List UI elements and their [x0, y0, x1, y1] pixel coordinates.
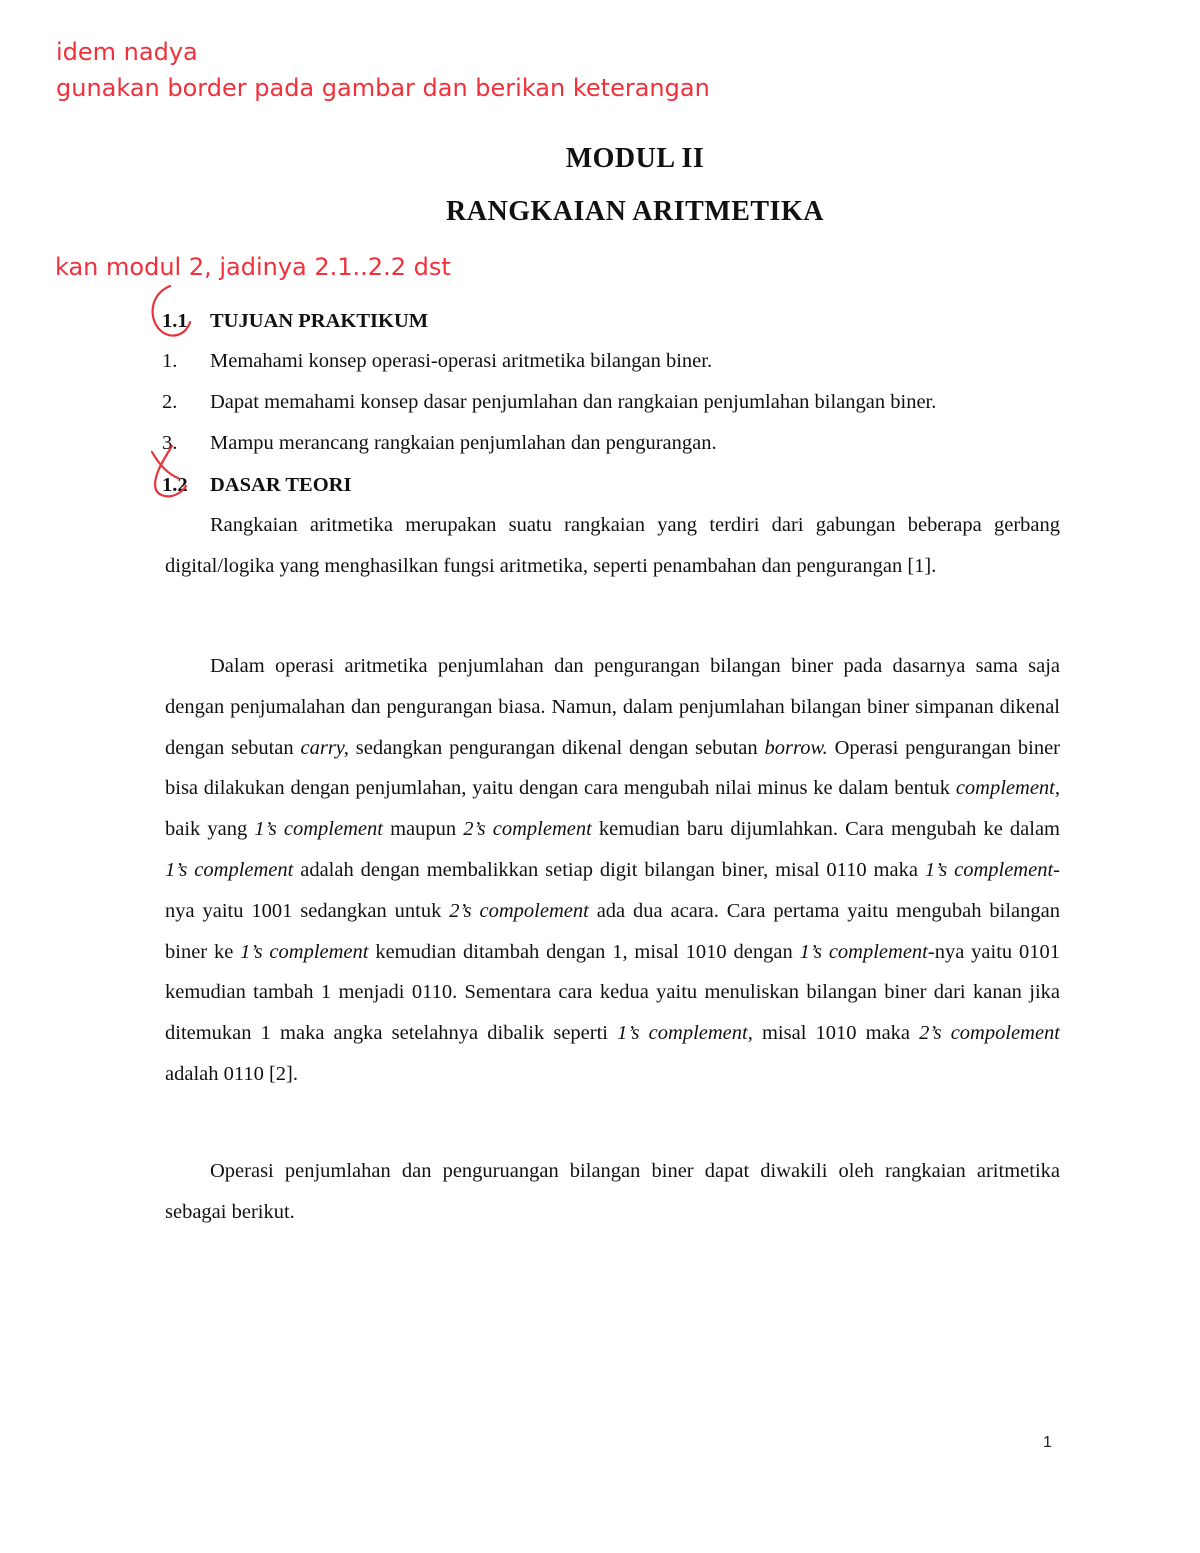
annotation-note-idem: idem nadya — [56, 38, 198, 66]
section-heading-dasar-teori — [162, 474, 351, 497]
section-number: 1.2 — [162, 474, 188, 496]
annotation-note-numbering: kan modul 2, jadinya 2.1..2.2 dst — [55, 253, 451, 281]
objective-number: 2. — [162, 391, 178, 413]
page-number: 1 — [1043, 1434, 1052, 1451]
objective-number: 1. — [162, 350, 178, 372]
section-heading-tujuan — [162, 310, 428, 333]
objective-number: 3. — [162, 432, 178, 454]
module-title: MODUL II — [565, 143, 705, 174]
objective-item — [162, 350, 712, 373]
objective-text: Dapat memahami konsep dasar penjumlahan dan rangkaian penjumlahan bilangan biner. — [210, 391, 937, 413]
section-number: 1.1 — [162, 310, 188, 332]
paragraph-binary-arithmetic: Dalam operasi aritmetika penjumlahan dan pengurangan bilangan biner pada dasarnya sama saja dengan penjumalahan dan pengurangan biasa. Namun, dalam penjumlahan bilangan biner simpanan dikenal dengan sebutan carry, sedangkan pengurangan dikenal dengan sebutan borrow. Operasi pengurangan biner bisa dilakukan dengan penjumlahan, yaitu dengan cara mengubah nilai minus ke dalam bentuk complement, baik yang 1’s complement maupun 2’s complement kemudian baru dijumlahkan. Cara mengubah ke dalam 1’s complement adalah dengan membalikkan setiap digit bilangan biner, misal 0110 maka 1’s complement-nya yaitu 1001 sedangkan untuk 2’s compolement ada dua acara. Cara pertama yaitu mengubah bilangan biner ke 1’s complement kemudian ditambah dengan 1, misal 1010 dengan 1’s complement-nya yaitu 0101 kemudian tambah 1 menjadi 0110. Sementara cara kedua yaitu menuliskan bilangan biner dari kanan jika ditemukan 1 maka angka setelahnya dibalik seperti 1’s complement, misal 1010 maka 2’s compolement adalah 0110 [2]. — [165, 655, 1061, 1085]
annotation-note-border: gunakan border pada gambar dan berikan keterangan — [56, 74, 710, 102]
objective-text: Memahami konsep operasi-operasi aritmetika bilangan biner. — [210, 350, 713, 372]
paragraph-definition: Rangkaian aritmetika merupakan suatu rangkaian yang terdiri dari gabungan beberapa gerbang digital/logika yang menghasilkan fungsi aritmetika, seperti penambahan dan pengurangan [1]. — [165, 514, 1060, 577]
objective-item — [162, 432, 717, 455]
paragraph-circuit-intro: Operasi penjumlahan dan penguruangan bilangan biner dapat diwakili oleh rangkaian aritmetika sebagai berikut. — [165, 1160, 1060, 1223]
objective-item — [162, 391, 936, 414]
section-title: TUJUAN PRAKTIKUM — [210, 310, 429, 332]
module-subtitle: RANGKAIAN ARITMETIKA — [446, 196, 824, 227]
section-title: DASAR TEORI — [210, 474, 352, 496]
objective-text: Mampu merancang rangkaian penjumlahan dan pengurangan. — [210, 432, 717, 454]
